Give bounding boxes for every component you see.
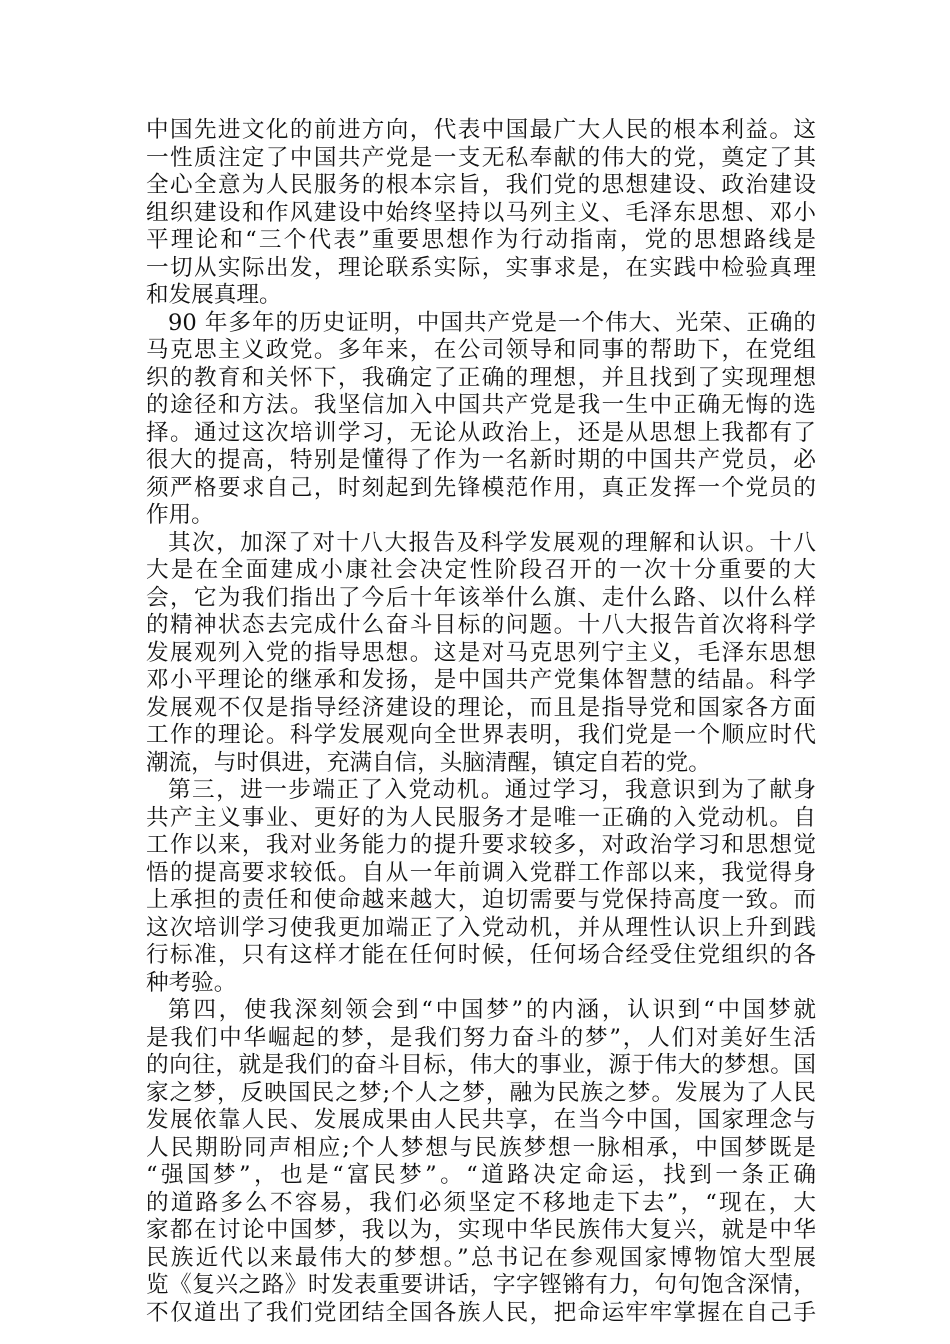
text-line: 的精神状态去完成什么奋斗目标的问题。十八大报告首次将科学	[146, 612, 816, 638]
text-line: 一切从实际出发，理论联系实际，实事求是，在实践中检验真理	[146, 254, 816, 281]
text-line: 第三，进一步端正了入党动机。通过学习，我意识到为了献身	[168, 777, 816, 803]
text-line: 工作的理论。科学发展观向全世界表明，我们党是一个顺应时代	[146, 722, 816, 748]
text-line: 行标准，只有这样才能在任何时候，任何场合经受住党组织的各	[146, 942, 816, 968]
text-line: 很大的提高，特别是懂得了作为一名新时期的中国共产党员，必	[146, 447, 816, 473]
text-line: 大是在全面建成小康社会决定性阶段召开的一次十分重要的大	[146, 557, 816, 583]
text-line: 的道路多么不容易，我们必须坚定不移地走下去”，“现在，大	[146, 1189, 816, 1216]
text-line: 种考验。	[146, 969, 237, 996]
text-line: 发展观列入党的指导思想。这是对马克思列宁主义，毛泽东思想	[146, 639, 816, 666]
text-line: 潮流，与时俱进，充满自信，头脑清醒，镇定自若的党。	[146, 749, 711, 776]
text-line: 工作以来，我对业务能力的提升要求较多，对政治学习和思想觉	[146, 832, 816, 858]
text-line: 马克思主义政党。多年来，在公司领导和同事的帮助下，在党组	[146, 337, 816, 363]
text-line: 共产主义事业、更好的为人民服务才是唯一正确的入党动机。自	[146, 804, 816, 831]
text-line: 组织建设和作风建设中始终坚持以马列主义、毛泽东思想、邓小	[146, 199, 816, 226]
text-line: 其次，加深了对十八大报告及科学发展观的理解和认识。十八	[168, 529, 816, 556]
text-line: 第四，使我深刻领会到“中国梦”的内涵，认识到“中国梦就	[168, 997, 816, 1023]
text-line: 不仅道出了我们党团结全国各族人民，把命运牢牢掌握在自己手	[146, 1299, 816, 1326]
text-line: 发展依靠人民、发展成果由人民共享，在当今中国，国家理念与	[146, 1107, 816, 1133]
text-line: 家之梦，反映国民之梦;个人之梦，融为民族之梦。发展为了人民	[146, 1079, 816, 1106]
text-line: 悟的提高要求较低。自从一年前调入党群工作部以来，我觉得身	[146, 859, 816, 886]
body-text	[146, 117, 816, 1327]
text-line: 是我们中华崛起的梦，是我们努力奋斗的梦”，人们对美好生活	[146, 1024, 816, 1051]
text-line: 的途径和方法。我坚信加入中国共产党是我一生中正确无悔的选	[146, 392, 816, 418]
text-line: 上承担的责任和使命越来越大，迫切需要与党保持高度一致。而	[146, 887, 816, 913]
text-line: 须严格要求自己，时刻起到先锋模范作用，真正发挥一个党员的	[146, 474, 816, 501]
text-line: 平理论和“三个代表”重要思想作为行动指南，党的思想路线是	[146, 227, 816, 253]
text-line: 家都在讨论中国梦，我以为，实现中华民族伟大复兴，就是中华	[146, 1217, 816, 1243]
text-line: 织的教育和关怀下，我确定了正确的理想，并且找到了实现理想	[146, 364, 816, 391]
text-line: 全心全意为人民服务的根本宗旨，我们党的思想建设、政治建设	[146, 172, 816, 198]
text-line: 90 年多年的历史证明，中国共产党是一个伟大、光荣、正确的	[168, 309, 816, 336]
text-line: 作用。	[146, 502, 214, 528]
text-line: 会，它为我们指出了今后十年该举什么旗、走什么路、以什么样	[146, 584, 816, 611]
text-line: 一性质注定了中国共产党是一支无私奉献的伟大的党，奠定了其	[146, 144, 816, 171]
text-line: 览《复兴之路》时发表重要讲话，字字铿锵有力，句句饱含深情，	[146, 1272, 816, 1298]
text-line: 民族近代以来最伟大的梦想。”总书记在参观国家博物馆大型展	[146, 1244, 816, 1271]
text-line: 择。通过这次培训学习，无论从政治上，还是从思想上我都有了	[146, 419, 816, 446]
text-line: 这次培训学习使我更加端正了入党动机，并从理性认识上升到践	[146, 914, 816, 941]
text-line: “强国梦”，也是“富民梦”。“道路决定命运，找到一条正确	[146, 1162, 816, 1188]
text-line: 的向往，就是我们的奋斗目标，伟大的事业，源于伟大的梦想。国	[146, 1052, 816, 1078]
text-line: 发展观不仅是指导经济建设的理论，而且是指导党和国家各方面	[146, 694, 816, 721]
text-line: 中国先进文化的前进方向，代表中国最广大人民的根本利益。这	[146, 117, 816, 143]
text-line: 人民期盼同声相应;个人梦想与民族梦想一脉相承，中国梦既是	[146, 1134, 816, 1161]
text-line: 邓小平理论的继承和发扬，是中国共产党集体智慧的结晶。科学	[146, 667, 816, 693]
text-line: 和发展真理。	[146, 282, 282, 308]
